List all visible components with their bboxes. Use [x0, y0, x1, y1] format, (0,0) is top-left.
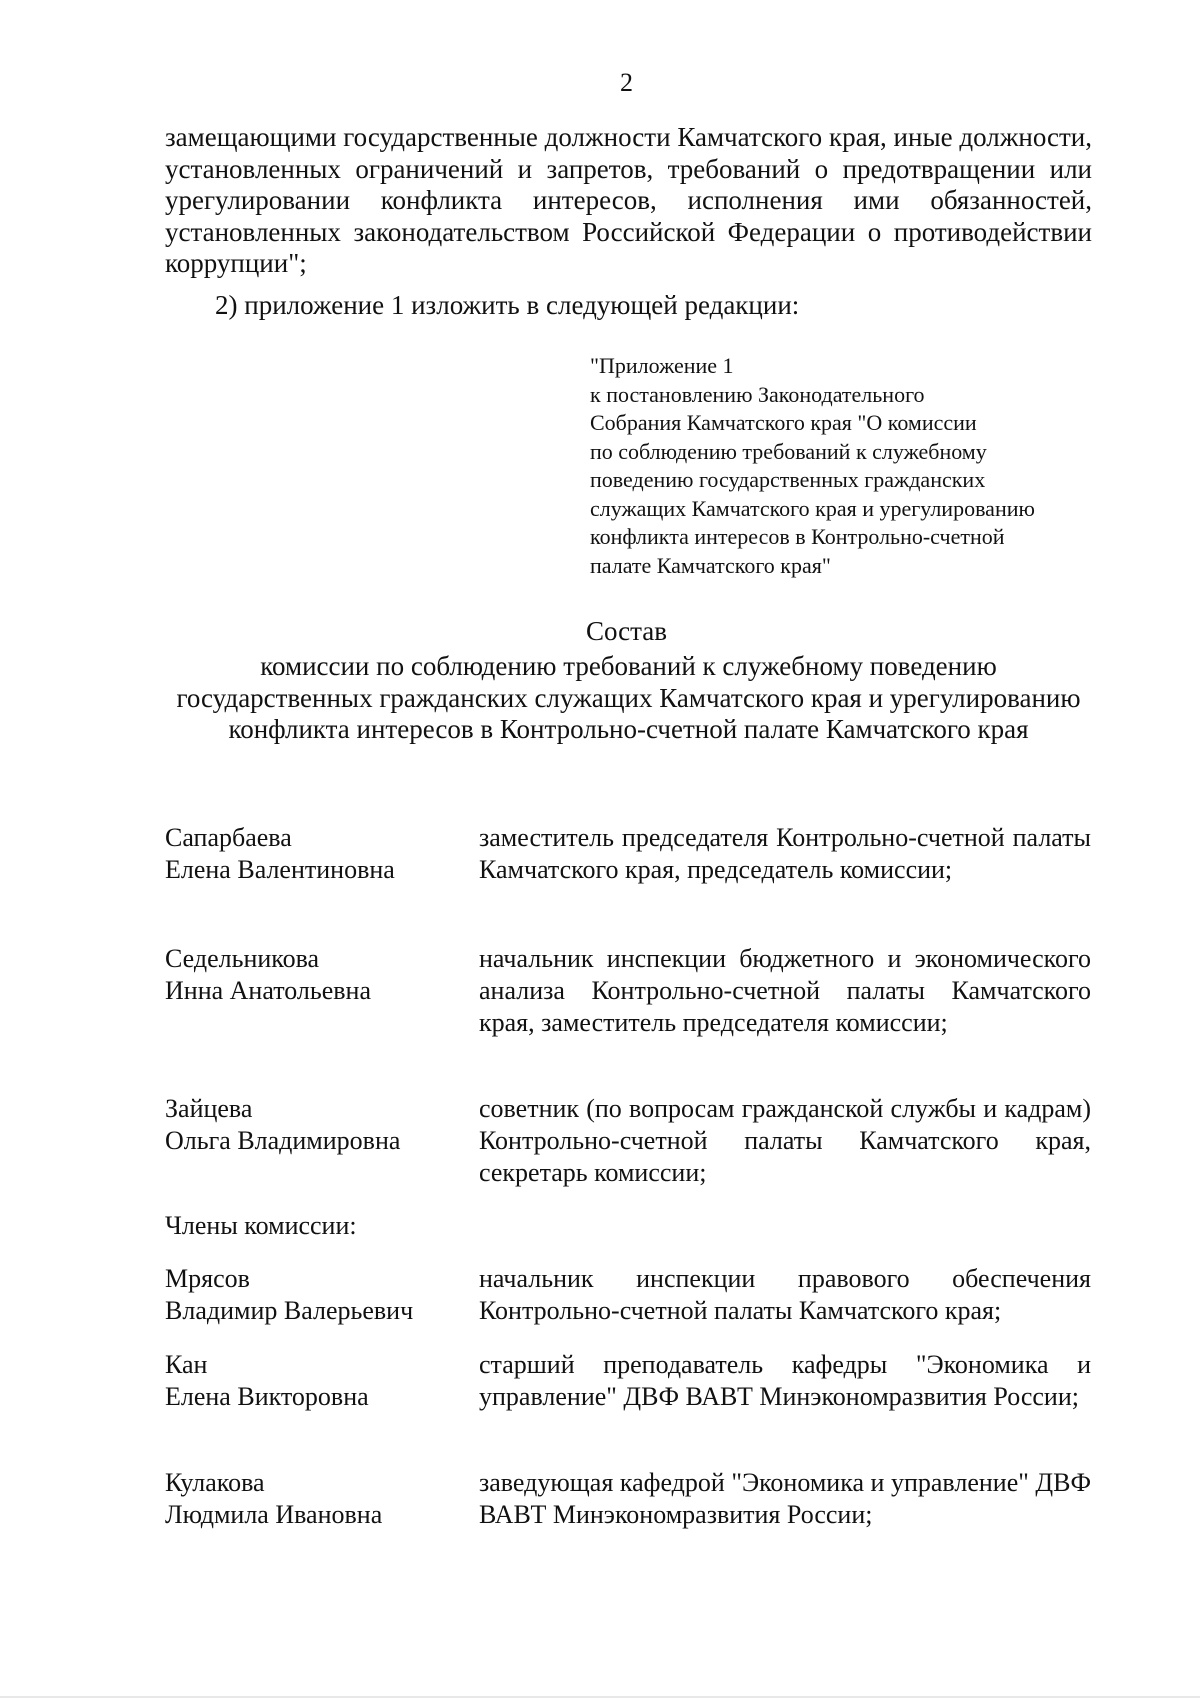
member-name: [165, 1263, 465, 1327]
member-given-names: Людмила Ивановна: [165, 1500, 383, 1529]
member-given-names: Елена Валентиновна: [165, 855, 395, 884]
appendix-note-line: Собрания Камчатского края "О комиссии: [590, 410, 977, 435]
member-name: [165, 822, 465, 886]
member-surname: Кулакова: [165, 1468, 265, 1497]
appendix-note-line: палате Камчатского края": [590, 552, 831, 578]
item-2-text: 2) приложение 1 изложить в следующей редакции:: [215, 290, 800, 320]
member-name: [165, 943, 465, 1007]
member-surname: Зайцева: [165, 1094, 253, 1123]
member-name: [165, 1349, 465, 1413]
member-given-names: Инна Анатольевна: [165, 976, 371, 1005]
member-surname: Сапарбаева: [165, 823, 292, 852]
member-name: [165, 1093, 465, 1157]
appendix-note-line: поведению государственных гражданских: [590, 467, 986, 492]
appendix-note-line: конфликта интересов в Контрольно-счетной: [590, 524, 1005, 549]
member-surname: Седельникова: [165, 944, 320, 973]
composition-subtitle: комиссии по соблюдению требований к служебному поведению государственных гражданских служащих Камчатского края и урегулированию конфликта интересов в Контрольно-счетной палате Камчатского края: [176, 651, 1081, 744]
appendix-note: [590, 352, 1035, 580]
member-name: [165, 1467, 465, 1531]
appendix-note-line: к постановлению Законодательного: [590, 381, 925, 407]
appendix-note-line: служащих Камчатского края и урегулированию: [590, 495, 1035, 521]
member-role: начальник инспекции бюджетного и экономического анализа Контрольно-счетной палаты Камчатского края, заместитель председателя комиссии;: [479, 944, 1091, 1037]
member-surname: Мрясов: [165, 1264, 250, 1293]
appendix-note-line: по соблюдению требований к служебному: [590, 438, 987, 464]
member-surname: Кан: [165, 1350, 208, 1379]
composition-title: Состав: [585, 616, 668, 646]
appendix-note-line: "Приложение 1: [590, 353, 734, 378]
member-role: заместитель председателя Контрольно-счетной палаты Камчатского края, председатель комиссии;: [479, 823, 1091, 884]
body-paragraph: замещающими государственные должности Камчатского края, иные должности, установленных ограничений и запретов, требований о предотвращении или урегулировании конфликта интересов, исполнения ими обязанностей, установленных законодательством Российской Федерации о противодействии коррупции";: [165, 122, 1092, 278]
page-number: 2: [620, 68, 633, 97]
member-given-names: Владимир Валерьевич: [165, 1296, 414, 1325]
member-given-names: Елена Викторовна: [165, 1382, 369, 1411]
member-role: старший преподаватель кафедры "Экономика и управление" ДВФ ВАВТ Минэкономразвития России;: [479, 1350, 1091, 1411]
members-heading: Члены комиссии:: [165, 1211, 357, 1240]
member-role: советник (по вопросам гражданской службы и кадрам) Контрольно-счетной палаты Камчатского края, секретарь комиссии;: [479, 1094, 1091, 1187]
member-given-names: Ольга Владимировна: [165, 1126, 401, 1155]
member-role: заведующая кафедрой "Экономика и управление" ДВФ ВАВТ Минэкономразвития России;: [479, 1468, 1091, 1529]
member-role: начальник инспекции правового обеспечения Контрольно-счетной палаты Камчатского края;: [479, 1264, 1091, 1325]
